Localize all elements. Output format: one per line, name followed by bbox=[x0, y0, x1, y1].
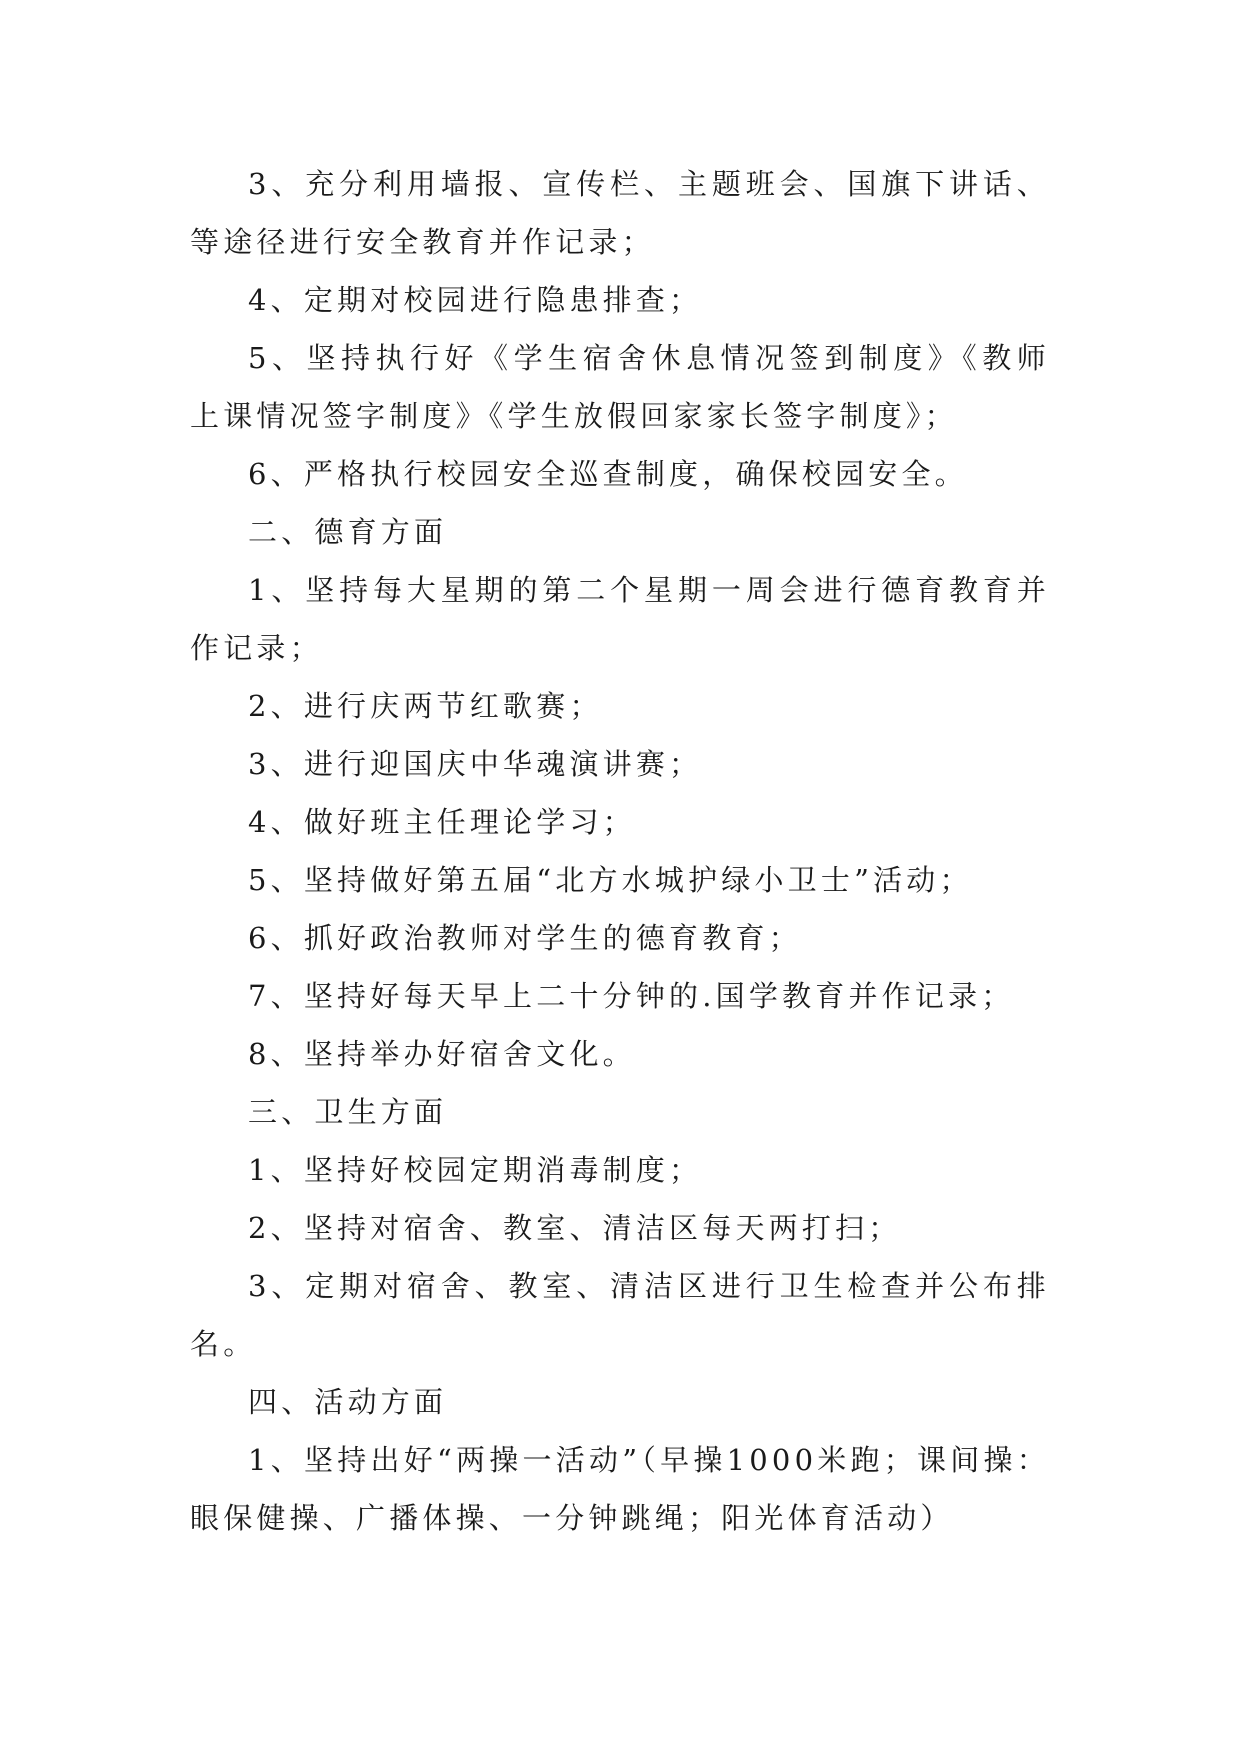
paragraph-moral-3: 3、进行迎国庆中华魂演讲赛； bbox=[248, 747, 703, 781]
section-heading-hygiene: 三、卫生方面 bbox=[248, 1095, 448, 1129]
paragraph-moral-8: 8、坚持举办好宿舍文化。 bbox=[248, 1037, 636, 1071]
paragraph-safety-6: 6、严格执行校园安全巡查制度，确保校园安全。 bbox=[248, 457, 968, 491]
paragraph-hygiene-2: 2、坚持对宿舍、教室、清洁区每天两打扫； bbox=[248, 1211, 902, 1245]
paragraph-hygiene-3: 3、定期对宿舍、教室、清洁区进行卫生检查并公布排名。 bbox=[190, 1269, 1050, 1361]
paragraph-moral-2: 2、进行庆两节红歌赛； bbox=[248, 689, 603, 723]
paragraph-activities-1: 1、坚持出好“两操一活动”（早操1000米跑；课间操：眼保健操、广播体操、一分钟跳绳；阳光体育活动） bbox=[190, 1443, 1050, 1535]
paragraph-moral-6: 6、抓好政治教师对学生的德育教育； bbox=[248, 921, 802, 955]
paragraph-moral-1: 1、坚持每大星期的第二个星期一周会进行德育教育并作记录； bbox=[190, 573, 1050, 665]
paragraph-moral-4: 4、做好班主任理论学习； bbox=[248, 805, 636, 839]
paragraph-safety-5: 5、坚持执行好《学生宿舍休息情况签到制度》《教师上课情况签字制度》《学生放假回家家长签字制度》； bbox=[190, 341, 1050, 433]
section-heading-moral: 二、德育方面 bbox=[248, 515, 448, 549]
document-body bbox=[190, 155, 1050, 1547]
section-heading-activities: 四、活动方面 bbox=[248, 1385, 448, 1419]
paragraph-moral-7: 7、坚持好每天早上二十分钟的.国学教育并作记录； bbox=[248, 979, 1015, 1013]
paragraph-safety-4: 4、定期对校园进行隐患排查； bbox=[248, 283, 703, 317]
paragraph-moral-5: 5、坚持做好第五届“北方水城护绿小卫士”活动； bbox=[248, 863, 973, 897]
paragraph-safety-3: 3、充分利用墙报、宣传栏、主题班会、国旗下讲话、等途径进行安全教育并作记录； bbox=[190, 167, 1050, 259]
paragraph-hygiene-1: 1、坚持好校园定期消毒制度； bbox=[248, 1153, 703, 1187]
